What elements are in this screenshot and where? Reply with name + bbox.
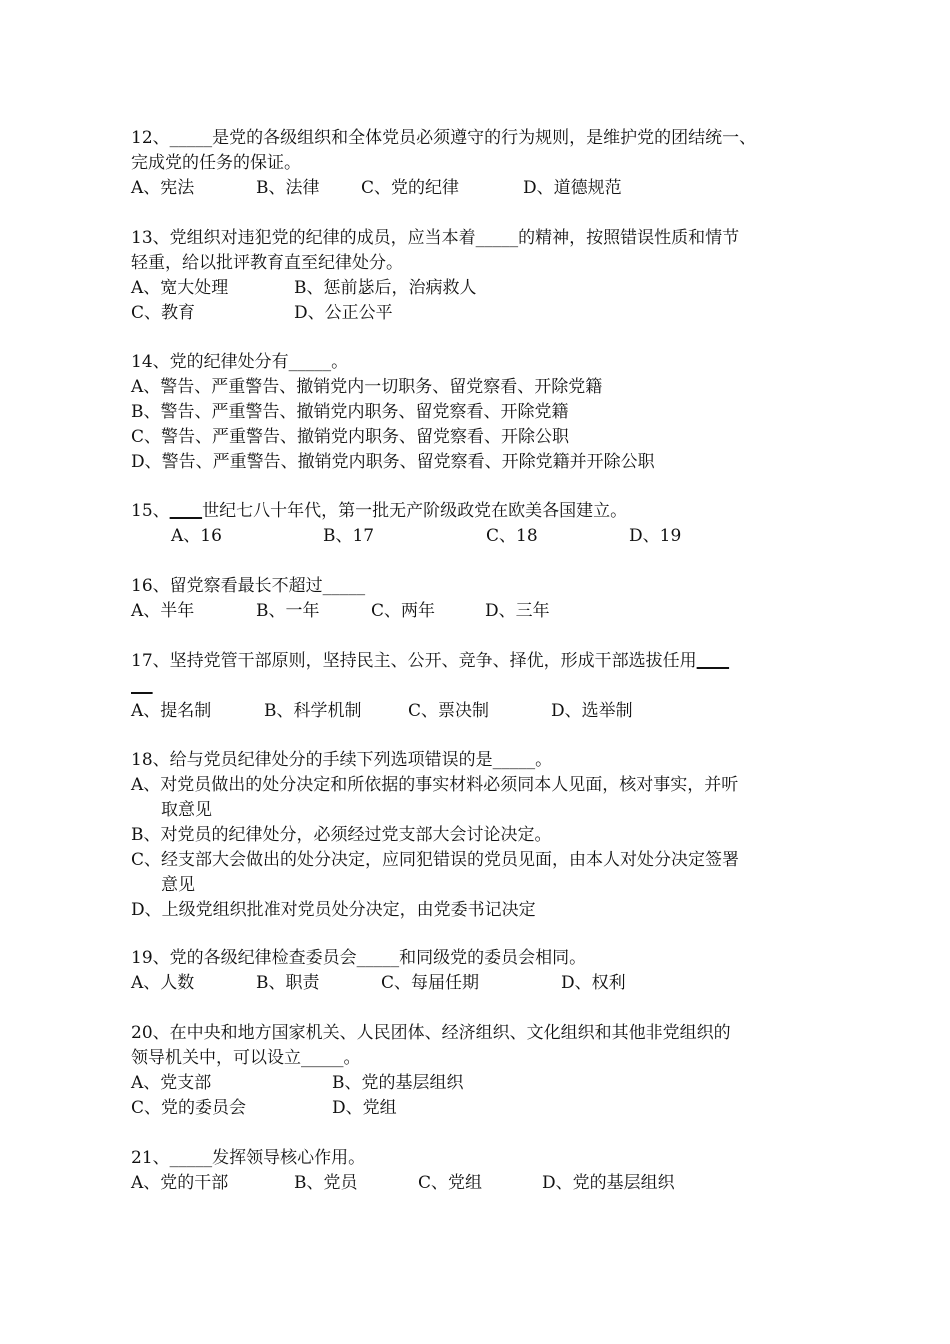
question-16 (131, 574, 831, 624)
answer-blank (131, 676, 153, 696)
option-c: C、每届任期 (381, 973, 480, 993)
option-d: D、道德规范 (523, 178, 622, 198)
question-20 (131, 1021, 831, 1121)
option-d: D、党组 (332, 1098, 397, 1118)
question-text: 16、留党察看最长不超过_____ (131, 576, 366, 596)
question-text: 13、党组织对违犯党的纪律的成员，应当本着_____的精神，按照错误性质和情节 (131, 228, 740, 248)
question-text: 19、党的各级纪律检查委员会_____和同级党的委员会相同。 (131, 948, 587, 968)
option-a: A、提名制 (131, 701, 212, 721)
option-c: C、党的委员会 (131, 1098, 247, 1118)
question-text (131, 674, 831, 699)
question-text: 轻重，给以批评教育直至纪律处分。 (131, 253, 403, 273)
option-c: C、18 (486, 526, 538, 546)
question-text: 14、党的纪律处分有_____。 (131, 352, 349, 372)
option-b: B、警告、严重警告、撤销党内职务、留党察看、开除党籍 (131, 402, 569, 422)
question-text: 领导机关中，可以设立_____。 (131, 1048, 361, 1068)
option-c: C、教育 (131, 303, 196, 323)
answer-blank (697, 651, 729, 671)
option-d: D、警告、严重警告、撤销党内职务、留党察看、开除党籍并开除公职 (131, 452, 655, 472)
option-a: A、16 (171, 526, 222, 546)
option-c: C、两年 (371, 601, 436, 621)
option-a: A、宪法 (131, 178, 195, 198)
option-a: A、警告、严重警告、撤销党内一切职务、留党察看、开除党籍 (131, 377, 603, 397)
option-d: D、三年 (485, 601, 550, 621)
question-15 (131, 499, 831, 549)
option-a: A、党支部 (131, 1073, 212, 1093)
option-b: B、法律 (256, 178, 320, 198)
question-text: 完成党的任务的保证。 (131, 153, 301, 173)
option-b: B、一年 (256, 601, 320, 621)
question-text: 12、_____是党的各级组织和全体党员必须遵守的行为规则，是维护党的团结统一、 (131, 128, 757, 148)
option-c: C、党组 (418, 1173, 483, 1193)
question-21 (131, 1146, 831, 1196)
option-a: A、宽大处理 (131, 278, 229, 298)
option-c-continued: 意见 (161, 875, 195, 895)
question-18 (131, 748, 831, 923)
option-d: D、选举制 (551, 701, 633, 721)
option-b: B、对党员的纪律处分，必须经过党支部大会讨论决定。 (131, 825, 552, 845)
question-text: 21、_____发挥领导核心作用。 (131, 1148, 366, 1168)
question-text: 17、坚持党管干部原则，坚持民主、公开、竞争、择优，形成干部选拔任用 (131, 649, 831, 674)
question-14 (131, 350, 831, 475)
option-d: D、19 (629, 526, 682, 546)
option-c: C、经支部大会做出的处分决定，应同犯错误的党员见面，由本人对处分决定签署 (131, 850, 740, 870)
option-d: D、党的基层组织 (542, 1173, 675, 1193)
option-b: B、职责 (256, 973, 320, 993)
question-text: 18、给与党员纪律处分的手续下列选项错误的是_____。 (131, 750, 553, 770)
answer-blank (170, 501, 202, 521)
option-d: D、上级党组织批准对党员处分决定，由党委书记决定 (131, 900, 536, 920)
question-text: 15、 世纪七八十年代，第一批无产阶级政党在欧美各国建立。 (131, 501, 628, 521)
option-a: A、党的干部 (131, 1173, 229, 1193)
option-c: C、票决制 (408, 701, 490, 721)
option-a: A、对党员做出的处分决定和所依据的事实材料必须同本人见面，核对事实，并听 (131, 775, 739, 795)
question-text: 20、在中央和地方国家机关、人民团体、经济组织、文化组织和其他非党组织的 (131, 1023, 731, 1043)
option-d: D、权利 (561, 973, 626, 993)
option-b: B、党的基层组织 (332, 1073, 464, 1093)
option-a: A、半年 (131, 601, 195, 621)
question-17 (131, 649, 831, 724)
option-b: B、惩前毖后，治病救人 (294, 278, 477, 298)
option-c: C、警告、严重警告、撤销党内职务、留党察看、开除公职 (131, 427, 570, 447)
option-b: B、科学机制 (264, 701, 362, 721)
option-a: A、人数 (131, 973, 195, 993)
question-13 (131, 226, 831, 326)
option-d: D、公正公平 (294, 303, 393, 323)
question-12 (131, 126, 831, 201)
option-b: B、17 (323, 526, 375, 546)
option-c: C、党的纪律 (361, 178, 460, 198)
option-a-continued: 取意见 (161, 800, 212, 820)
option-b: B、党员 (294, 1173, 358, 1193)
question-19 (131, 946, 831, 996)
